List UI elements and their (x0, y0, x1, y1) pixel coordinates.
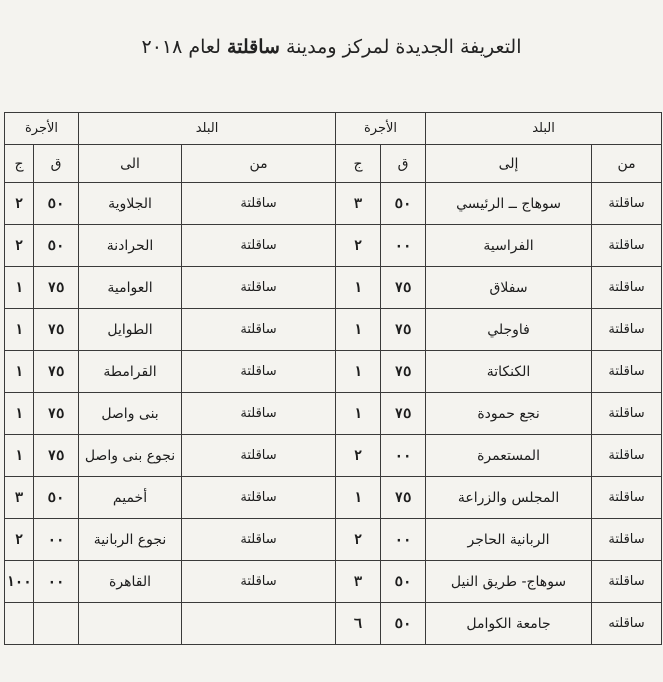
cell-jineh-left: ٢ (5, 183, 34, 225)
header-row-1 (5, 113, 662, 145)
header-balad-right: البلد (426, 113, 662, 145)
cell-to-left: الحرادنة (79, 225, 182, 267)
cell-qirsh-right: ٧٥ (381, 309, 426, 351)
cell-qirsh-left: ٧٥ (34, 351, 79, 393)
cell-jineh-right: ١ (336, 351, 381, 393)
cell-from-left: ساقلتة (182, 393, 336, 435)
table-row (5, 183, 662, 225)
cell-qirsh-left: ٠٠ (34, 519, 79, 561)
table-row (5, 351, 662, 393)
cell-to-right: الربانية الحاجر (426, 519, 592, 561)
cell-from-right: ساقلتة (592, 393, 662, 435)
cell-qirsh-left: ٧٥ (34, 309, 79, 351)
cell-to-left: القرامطة (79, 351, 182, 393)
cell-to-right: نجع حمودة (426, 393, 592, 435)
table-row (5, 393, 662, 435)
title-prefix: التعريفة الجديدة لمركز ومدينة (286, 36, 522, 58)
cell-jineh-left: ١ (5, 267, 34, 309)
header-to-left: الى (79, 145, 182, 183)
cell-from-right: ساقلتة (592, 477, 662, 519)
cell-from-left: ساقلتة (182, 183, 336, 225)
cell-qirsh-left: ٥٠ (34, 225, 79, 267)
cell-jineh-left: ٢ (5, 519, 34, 561)
cell-jineh-left: ١ (5, 435, 34, 477)
cell-qirsh-left: ٧٥ (34, 393, 79, 435)
cell-qirsh-right: ٠٠ (381, 435, 426, 477)
cell-qirsh-right: ٠٠ (381, 519, 426, 561)
cell-qirsh-right: ٥٠ (381, 183, 426, 225)
cell-qirsh-right: ٥٠ (381, 561, 426, 603)
cell-from-left (182, 603, 336, 645)
cell-jineh-left: ٣ (5, 477, 34, 519)
cell-to-left: بنى واصل (79, 393, 182, 435)
cell-from-right: ساقلتة (592, 225, 662, 267)
cell-jineh-right: ٣ (336, 561, 381, 603)
cell-to-right: الفراسية (426, 225, 592, 267)
header-balad-left: البلد (79, 113, 336, 145)
cell-qirsh-left: ٥٠ (34, 183, 79, 225)
cell-jineh-left: ١ (5, 393, 34, 435)
cell-to-right: سوهاج ــ الرئيسي (426, 183, 592, 225)
cell-to-right: المستعمرة (426, 435, 592, 477)
header-from-left: من (182, 145, 336, 183)
cell-to-left: الطوايل (79, 309, 182, 351)
cell-from-left: ساقلتة (182, 309, 336, 351)
cell-qirsh-left: ٥٠ (34, 477, 79, 519)
cell-qirsh-right: ٧٥ (381, 267, 426, 309)
cell-to-left: أخميم (79, 477, 182, 519)
table-row (5, 603, 662, 645)
table-row (5, 309, 662, 351)
cell-from-right: ساقلتة (592, 351, 662, 393)
cell-jineh-right: ٣ (336, 183, 381, 225)
table-row (5, 561, 662, 603)
header-from-right: من (592, 145, 662, 183)
header-qirsh-right: ق (381, 145, 426, 183)
cell-jineh-right: ٢ (336, 435, 381, 477)
cell-to-right: المجلس والزراعة (426, 477, 592, 519)
cell-to-left: العوامية (79, 267, 182, 309)
header-to-right: إلى (426, 145, 592, 183)
cell-to-right: سفلاق (426, 267, 592, 309)
cell-to-left: نجوع الربانية (79, 519, 182, 561)
cell-jineh-right: ١ (336, 309, 381, 351)
header-ujra-left: الأجرة (5, 113, 79, 145)
cell-from-left: ساقلتة (182, 477, 336, 519)
cell-to-left: الجلاوية (79, 183, 182, 225)
table-row (5, 267, 662, 309)
table-row (5, 519, 662, 561)
cell-qirsh-left: ٠٠ (34, 561, 79, 603)
page-title (0, 36, 663, 58)
cell-from-right: ساقلتة (592, 183, 662, 225)
header-qirsh-left: ق (34, 145, 79, 183)
fare-table (4, 112, 662, 645)
cell-from-left: ساقلتة (182, 225, 336, 267)
header-jineh-left: ج (5, 145, 34, 183)
cell-jineh-left: ١ (5, 351, 34, 393)
cell-to-left (79, 603, 182, 645)
cell-from-left: ساقلتة (182, 519, 336, 561)
table-row (5, 225, 662, 267)
cell-jineh-right: ٦ (336, 603, 381, 645)
cell-from-right: ساقلته (592, 603, 662, 645)
cell-from-left: ساقلتة (182, 351, 336, 393)
cell-to-right: الكنكاتة (426, 351, 592, 393)
title-city: ساقلتة (226, 36, 280, 58)
cell-to-left: نجوع بنى واصل (79, 435, 182, 477)
cell-jineh-right: ١ (336, 477, 381, 519)
cell-qirsh-right: ٧٥ (381, 351, 426, 393)
cell-qirsh-right: ٠٠ (381, 225, 426, 267)
cell-qirsh-left: ٧٥ (34, 435, 79, 477)
header-row-2 (5, 145, 662, 183)
cell-jineh-right: ١ (336, 393, 381, 435)
cell-to-right: سوهاج- طريق النيل (426, 561, 592, 603)
cell-to-right: فاوجلي (426, 309, 592, 351)
cell-qirsh-right: ٥٠ (381, 603, 426, 645)
title-suffix: لعام ٢٠١٨ (141, 36, 221, 58)
cell-jineh-right: ١ (336, 267, 381, 309)
cell-from-left: ساقلتة (182, 561, 336, 603)
cell-qirsh-left: ٧٥ (34, 267, 79, 309)
cell-from-right: ساقلتة (592, 435, 662, 477)
cell-qirsh-right: ٧٥ (381, 393, 426, 435)
header-jineh-right: ج (336, 145, 381, 183)
table-row (5, 435, 662, 477)
cell-from-right: ساقلتة (592, 267, 662, 309)
cell-jineh-right: ٢ (336, 519, 381, 561)
cell-jineh-left (5, 603, 34, 645)
cell-jineh-left: ١٠٠ (5, 561, 34, 603)
header-ujra-right: الأجرة (336, 113, 426, 145)
cell-from-right: ساقلتة (592, 309, 662, 351)
cell-from-left: ساقلتة (182, 267, 336, 309)
table-row (5, 477, 662, 519)
cell-jineh-right: ٢ (336, 225, 381, 267)
cell-from-left: ساقلتة (182, 435, 336, 477)
cell-jineh-left: ١ (5, 309, 34, 351)
cell-from-right: ساقلتة (592, 519, 662, 561)
cell-to-right: جامعة الكوامل (426, 603, 592, 645)
cell-from-right: ساقلتة (592, 561, 662, 603)
cell-jineh-left: ٢ (5, 225, 34, 267)
cell-qirsh-left (34, 603, 79, 645)
cell-qirsh-right: ٧٥ (381, 477, 426, 519)
cell-to-left: القاهرة (79, 561, 182, 603)
